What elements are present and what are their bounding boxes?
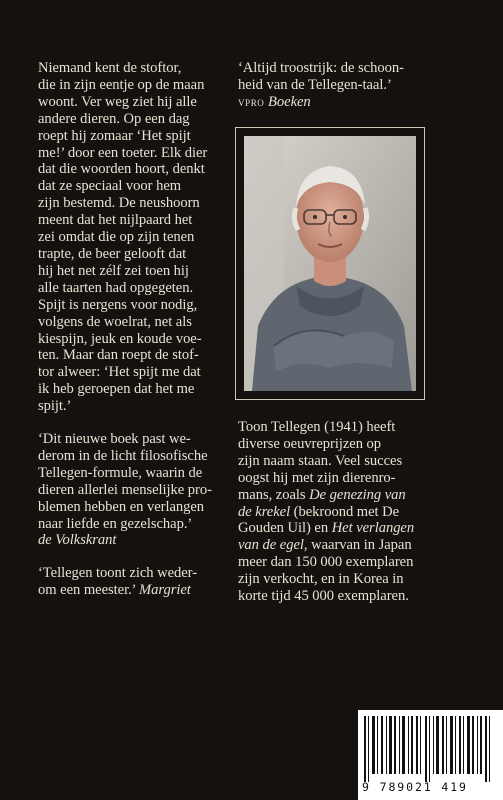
- quote-line: heid van de Tellegen-taal.’: [238, 76, 392, 93]
- bio-text: mans, zoals: [238, 486, 310, 503]
- review-quote-margriet: [38, 565, 230, 599]
- quote-line: blemen hebben en verlangen: [38, 498, 205, 515]
- blurb-text: [38, 60, 230, 415]
- quote-line: [38, 582, 230, 599]
- bio-line: [238, 537, 438, 554]
- blurb-line: ik heb geroepen dat het me: [38, 381, 195, 398]
- quote-source: [238, 94, 438, 111]
- quote-line: ‘Tellegen toont zich weder-: [38, 565, 198, 582]
- blurb-line: zijn bestemd. De neushoorn: [38, 195, 200, 212]
- bio-line: oogst hij met zijn dierenro-: [238, 469, 396, 486]
- quote-source: de Volkskrant: [38, 532, 117, 549]
- blurb-line: dat die woorden hoort, denkt: [38, 161, 205, 178]
- quote-line: ‘Altijd troostrijk: de schoon-: [238, 60, 404, 76]
- blurb-line: hij het net zélf zei toen hij: [38, 262, 189, 279]
- blurb-line: woont. Ver weg ziet hij alle: [38, 93, 197, 110]
- bio-line: [238, 520, 438, 537]
- blurb-line: kiespijn, jeuk en koude voe-: [38, 330, 202, 347]
- isbn-barcode: [358, 710, 503, 800]
- bio-text: Gouden Uil) en: [238, 520, 332, 537]
- book-title: van de egel: [238, 537, 304, 554]
- blurb-line: meent dat het nijlpaard het: [38, 212, 193, 229]
- blurb-line: Spijt is nergens voor nodig,: [38, 296, 198, 313]
- author-portrait-illustration: [244, 136, 416, 391]
- isbn-digits: 9 789021 419: [362, 780, 468, 794]
- quote-source-program: Boeken: [268, 93, 311, 110]
- blurb-line: roept hij zomaar ‘Het spijt: [38, 127, 191, 144]
- bio-line: zijn verkocht, en in Korea in: [238, 571, 404, 588]
- blurb-line: ten. Maar dan roept de stof-: [38, 347, 199, 364]
- blurb-line: Niemand kent de stoftor,: [38, 60, 182, 76]
- barcode-bars: [358, 716, 503, 786]
- blurb-line: die in zijn eentje op de maan: [38, 76, 205, 93]
- quote-text: om een meester.’: [38, 582, 136, 599]
- bio-text: , waarvan in Japan: [303, 537, 412, 554]
- bio-line: korte tijd 45 000 exemplaren.: [238, 588, 409, 605]
- bio-line: Toon Tellegen (1941) heeft: [238, 419, 396, 435]
- blurb-line: alle taarten had opgegeten.: [38, 279, 194, 296]
- blurb-line: trapte, de beer gelooft dat: [38, 245, 187, 262]
- right-column: [238, 60, 438, 111]
- quote-line: derom in de licht filosofische: [38, 447, 208, 464]
- bio-text: (bekroond met De: [290, 503, 400, 520]
- review-quote-volkskrant: [38, 431, 230, 549]
- quote-line: dieren allerlei menselijke pro-: [38, 481, 212, 498]
- blurb-line: tor alweer: ‘Het spijt me dat: [38, 364, 201, 381]
- blurb-line: zei omdat die op zijn tenen: [38, 229, 195, 246]
- blurb-line: dat ze speciaal voor hem: [38, 178, 182, 195]
- bio-line: diverse oeuvreprijzen op: [238, 435, 382, 452]
- book-title: de krekel: [238, 503, 291, 520]
- author-bio: [238, 419, 438, 605]
- author-photo: [244, 136, 416, 391]
- author-photo-frame: [235, 127, 425, 400]
- bio-line: zijn naam staan. Veel succes: [238, 452, 403, 469]
- book-title: Het verlangen: [331, 520, 415, 537]
- quote-source-network: vpro: [238, 93, 265, 109]
- quote-line: naar liefde en gezelschap.’: [38, 515, 193, 532]
- bio-line: meer dan 150 000 exemplaren: [238, 554, 414, 571]
- bio-line: [238, 504, 438, 521]
- blurb-line: spijt.’: [38, 398, 72, 415]
- blurb-line: andere dieren. Op een dag: [38, 110, 190, 127]
- book-title: De genezing van: [309, 486, 406, 503]
- quote-source: Margriet: [139, 582, 191, 599]
- review-quote-vpro: [238, 60, 438, 111]
- quote-line: Tellegen-formule, waarin de: [38, 464, 203, 481]
- quote-line: ‘Dit nieuwe boek past we-: [38, 431, 191, 448]
- bio-line: [238, 487, 438, 504]
- left-column: [38, 60, 230, 599]
- blurb-line: me!’ door een toeter. Elk dier: [38, 144, 208, 161]
- blurb-line: volgens de woelrat, net als: [38, 313, 192, 330]
